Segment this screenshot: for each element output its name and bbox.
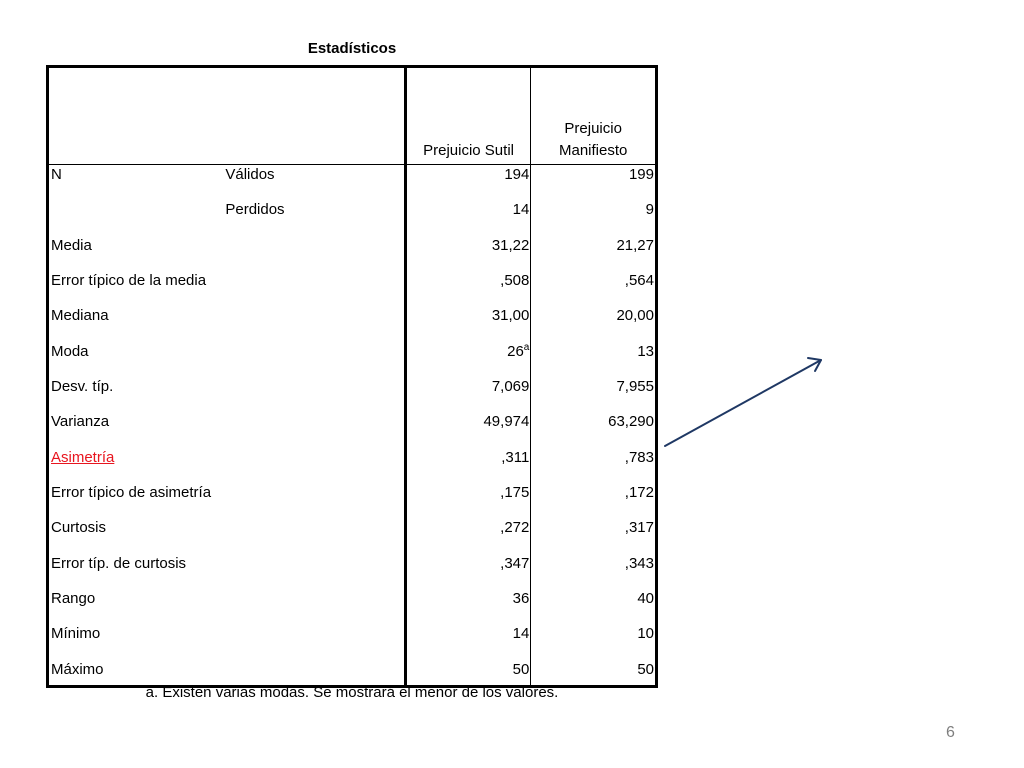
row-label: Varianza xyxy=(51,413,110,431)
value-prejuicio-manifiesto: 21,27 xyxy=(531,236,657,271)
value-prejuicio-sutil: ,508 xyxy=(405,271,531,306)
row-label: N xyxy=(51,166,62,183)
value-prejuicio-manifiesto: ,564 xyxy=(531,271,657,306)
value-prejuicio-manifiesto: 199 xyxy=(531,165,657,201)
value-prejuicio-sutil: 50 xyxy=(405,660,531,687)
table-title: Estadísticos xyxy=(307,40,397,57)
row-label: Error típ. de curtosis xyxy=(51,554,187,572)
row-label: Rango xyxy=(51,590,96,608)
header-prejuicio-manifiesto-line1: Prejuicio xyxy=(564,120,622,137)
value-prejuicio-sutil: 194 xyxy=(405,165,531,201)
value-prejuicio-manifiesto: 13 xyxy=(531,342,657,377)
value-prejuicio-sutil: 14 xyxy=(405,624,531,659)
value-prejuicio-manifiesto: 9 xyxy=(531,200,657,235)
value-prejuicio-manifiesto: ,343 xyxy=(531,554,657,589)
row-label: Media xyxy=(51,236,92,254)
row-label: Máximo xyxy=(51,660,104,678)
row-sublabel: Válidos xyxy=(225,166,275,183)
row-label: Error típico de la media xyxy=(51,272,207,290)
value-prejuicio-sutil: 36 xyxy=(405,589,531,624)
header-prejuicio-manifiesto-line2: Manifiesto xyxy=(558,142,628,159)
value-prejuicio-sutil: 31,22 xyxy=(405,236,531,271)
row-label: Curtosis xyxy=(51,519,107,537)
arrow-shaft xyxy=(665,360,821,446)
value-prejuicio-sutil: ,347 xyxy=(405,554,531,589)
value-prejuicio-manifiesto: 20,00 xyxy=(531,306,657,341)
header-prejuicio-sutil: Prejuicio Sutil xyxy=(405,67,531,165)
footnote-marker: a xyxy=(523,341,530,353)
value-prejuicio-manifiesto: 40 xyxy=(531,589,657,624)
value-prejuicio-sutil: 31,00 xyxy=(405,306,531,341)
value-prejuicio-sutil: ,311 xyxy=(405,448,531,483)
value-prejuicio-sutil: 14 xyxy=(405,200,531,235)
value-prejuicio-sutil: 49,974 xyxy=(405,412,531,447)
row-label: Mediana xyxy=(51,307,109,325)
value-prejuicio-manifiesto: 7,955 xyxy=(531,377,657,412)
value-prejuicio-sutil: ,175 xyxy=(405,483,531,518)
table-footnote: a. Existen varias modas. Se mostrará el menor de los valores. xyxy=(145,684,559,701)
row-label: Error típico de asimetría xyxy=(51,484,212,502)
value-prejuicio-sutil: ,272 xyxy=(405,518,531,553)
value-prejuicio-manifiesto: ,172 xyxy=(531,483,657,518)
row-label: Moda xyxy=(51,342,89,360)
row-label: Mínimo xyxy=(51,625,101,643)
row-label: Desv. típ. xyxy=(51,378,114,396)
value-prejuicio-manifiesto: ,317 xyxy=(531,518,657,553)
row-sublabel: Perdidos xyxy=(225,201,285,219)
moda-value: 26 xyxy=(507,342,524,360)
value-prejuicio-sutil: 7,069 xyxy=(405,377,531,412)
asimetria-link[interactable]: Asimetría xyxy=(51,448,115,466)
value-prejuicio-manifiesto: 10 xyxy=(531,624,657,659)
page-number: 6 xyxy=(946,724,955,741)
value-prejuicio-manifiesto: ,783 xyxy=(531,448,657,483)
value-prejuicio-manifiesto: 50 xyxy=(531,660,657,687)
value-prejuicio-manifiesto: 63,290 xyxy=(531,412,657,447)
